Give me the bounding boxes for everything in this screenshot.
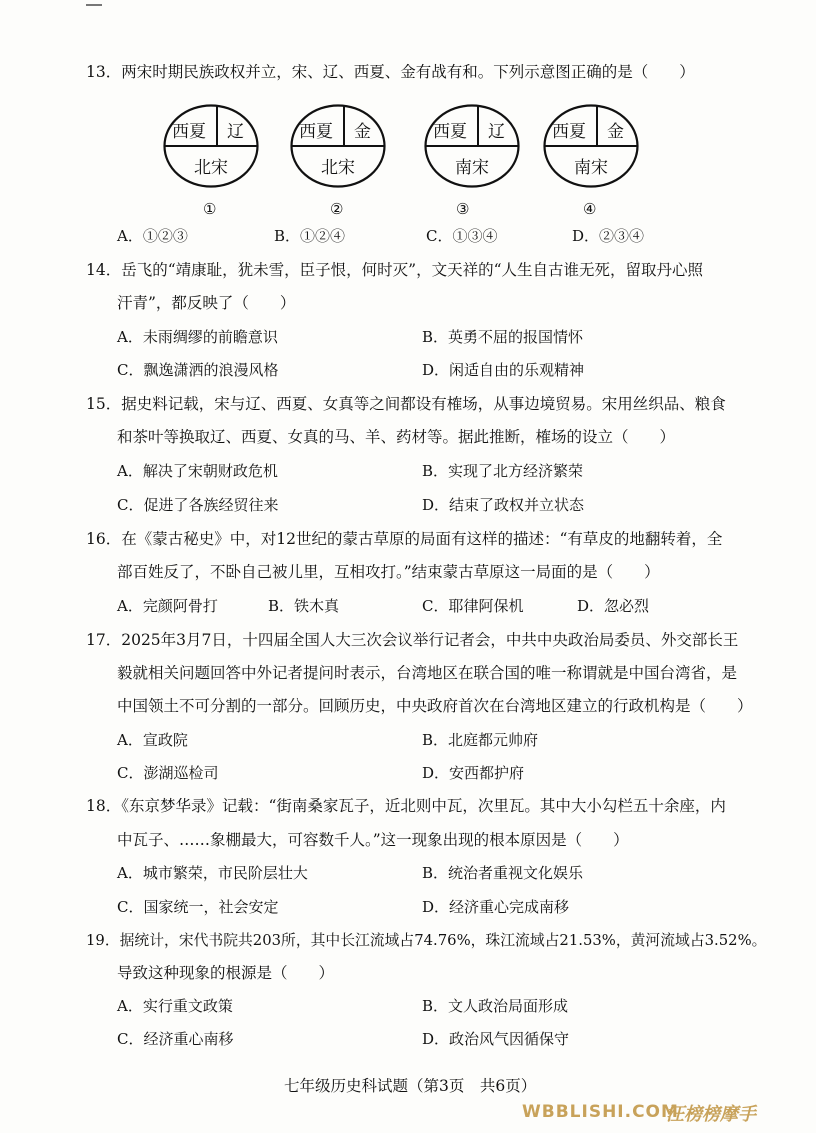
q15-stem-line-1: 15．据史料记载，宋与辽、西夏、女真等之间都设有榷场，从事边境贸易。宋用丝织品、粮食 xyxy=(86,395,726,413)
diagram-4-bottom: 南宋 xyxy=(574,158,608,178)
q14-option-a: A．未雨绸缪的前瞻意识 xyxy=(117,328,278,346)
diagram-1-left: 西夏 xyxy=(172,122,206,142)
q19-option-d: D．政治风气因循保守 xyxy=(422,1030,570,1048)
q13-option-c: C．①③④ xyxy=(426,227,498,245)
q13-option-b: B．①②④ xyxy=(274,227,346,245)
q18-stem-line-2: 中瓦子、……象棚最大，可容数千人。”这一现象出现的根本原因是（ ） xyxy=(117,831,629,849)
q19-stem-line-1: 19．据统计，宋代书院共203所，其中长江流域占74.76%，珠江流域占21.53%，黄河流域占3.52%。 xyxy=(86,932,767,949)
q19-stem-line-2: 导致这种现象的根源是（ ） xyxy=(117,964,335,982)
diagram-circle-1 xyxy=(163,104,259,188)
diagram-3-label: ③ xyxy=(456,200,470,218)
q14-stem-line-2: 汗青”，都反映了（ ） xyxy=(117,294,296,312)
q16-option-c: C．耶律阿保机 xyxy=(422,597,524,615)
q14-option-d: D．闲适自由的乐观精神 xyxy=(422,361,585,379)
q19-option-c: C．经济重心南移 xyxy=(117,1030,234,1048)
q17-option-a: A．宣政院 xyxy=(117,731,188,749)
diagram-1-right: 辽 xyxy=(227,122,244,142)
q18-option-c: C．国家统一，社会安定 xyxy=(117,898,279,916)
diagram-2-label: ② xyxy=(330,200,344,218)
q16-option-a: A．完颜阿骨打 xyxy=(117,597,218,615)
q15-option-d: D．结束了政权并立状态 xyxy=(422,496,585,514)
q17-stem-line-3: 中国领土不可分割的一部分。回顾历史，中央政府首次在台湾地区建立的行政机构是（ ） xyxy=(117,697,753,715)
diagram-4-right: 金 xyxy=(607,122,624,142)
q14-option-c: C．飘逸潇洒的浪漫风格 xyxy=(117,361,279,379)
q17-option-b: B．北庭都元帅府 xyxy=(422,731,539,749)
q13-option-d: D．②③④ xyxy=(572,227,645,245)
diagram-circle-2 xyxy=(290,104,386,188)
q15-option-b: B．实现了北方经济繁荣 xyxy=(422,462,584,480)
diagram-circle-3 xyxy=(424,104,520,188)
page-footer: 七年级历史科试题（第3页 共6页） xyxy=(284,1077,537,1095)
diagram-2-left: 西夏 xyxy=(299,122,333,142)
q19-option-b: B．文人政治局面形成 xyxy=(422,997,569,1015)
diagram-3-bottom: 南宋 xyxy=(455,158,489,178)
q16-option-b: B．铁木真 xyxy=(268,597,340,615)
diagram-1-label: ① xyxy=(203,200,217,218)
q16-stem-line-1: 16．在《蒙古秘史》中，对12世纪的蒙古草原的局面有这样的描述：“有草皮的地翻转着，全 xyxy=(86,530,723,548)
q14-option-b: B．英勇不屈的报国情怀 xyxy=(422,328,584,346)
diagram-4-label: ④ xyxy=(583,200,597,218)
q17-option-d: D．安西都护府 xyxy=(422,764,525,782)
q19-option-a: A．实行重文政策 xyxy=(117,997,233,1015)
q17-stem-line-2: 毅就相关问题回答中外记者提问时表示，台湾地区在联合国的唯一称谓就是中国台湾省，是 xyxy=(117,664,738,682)
q13-stem-line-1: 13．两宋时期民族政权并立，宋、辽、西夏、金有战有和。下列示意图正确的是（ ） xyxy=(86,63,695,81)
diagram-2-right: 金 xyxy=(354,122,371,142)
diagram-2-bottom: 北宋 xyxy=(321,158,355,178)
q18-stem-line-1: 18．《东京梦华录》记载：“街南桑家瓦子，近北则中瓦，次里瓦。其中大小勾栏五十余座，内 xyxy=(86,797,726,815)
q15-option-a: A．解决了宋朝财政危机 xyxy=(117,462,278,480)
diagram-3-left: 西夏 xyxy=(433,122,467,142)
scan-mark xyxy=(86,4,102,6)
q15-option-c: C．促进了各族经贸往来 xyxy=(117,496,279,514)
q15-stem-line-2: 和茶叶等换取辽、西夏、女真的马、羊、药材等。据此推断，榷场的设立（ ） xyxy=(117,428,676,446)
watermark-signature: 汪榜榜摩手 xyxy=(666,1104,756,1125)
diagram-3-right: 辽 xyxy=(488,122,505,142)
watermark-site: WBBLISHI.COM xyxy=(522,1102,679,1122)
q16-stem-line-2: 部百姓反了，不卧自己被儿里，互相攻打。”结束蒙古草原这一局面的是（ ） xyxy=(117,563,660,581)
q16-option-d: D．忽必烈 xyxy=(577,597,650,615)
q14-stem-line-1: 14．岳飞的“靖康耻，犹未雪，臣子恨，何时灭”，文天祥的“人生自古谁无死，留取丹心照 xyxy=(86,261,703,279)
diagram-circle-4 xyxy=(543,104,639,188)
diagram-1-bottom: 北宋 xyxy=(194,158,228,178)
q18-option-b: B．统治者重视文化娱乐 xyxy=(422,864,584,882)
q17-option-c: C．澎湖巡检司 xyxy=(117,764,219,782)
q13-option-a: A．①②③ xyxy=(117,227,188,245)
diagram-4-left: 西夏 xyxy=(552,122,586,142)
q17-stem-line-1: 17．2025年3月7日，十四届全国人大三次会议举行记者会，中共中央政治局委员、外交部长王 xyxy=(86,631,739,649)
q18-option-a: A．城市繁荣，市民阶层壮大 xyxy=(117,864,308,882)
q18-option-d: D．经济重心完成南移 xyxy=(422,898,570,916)
